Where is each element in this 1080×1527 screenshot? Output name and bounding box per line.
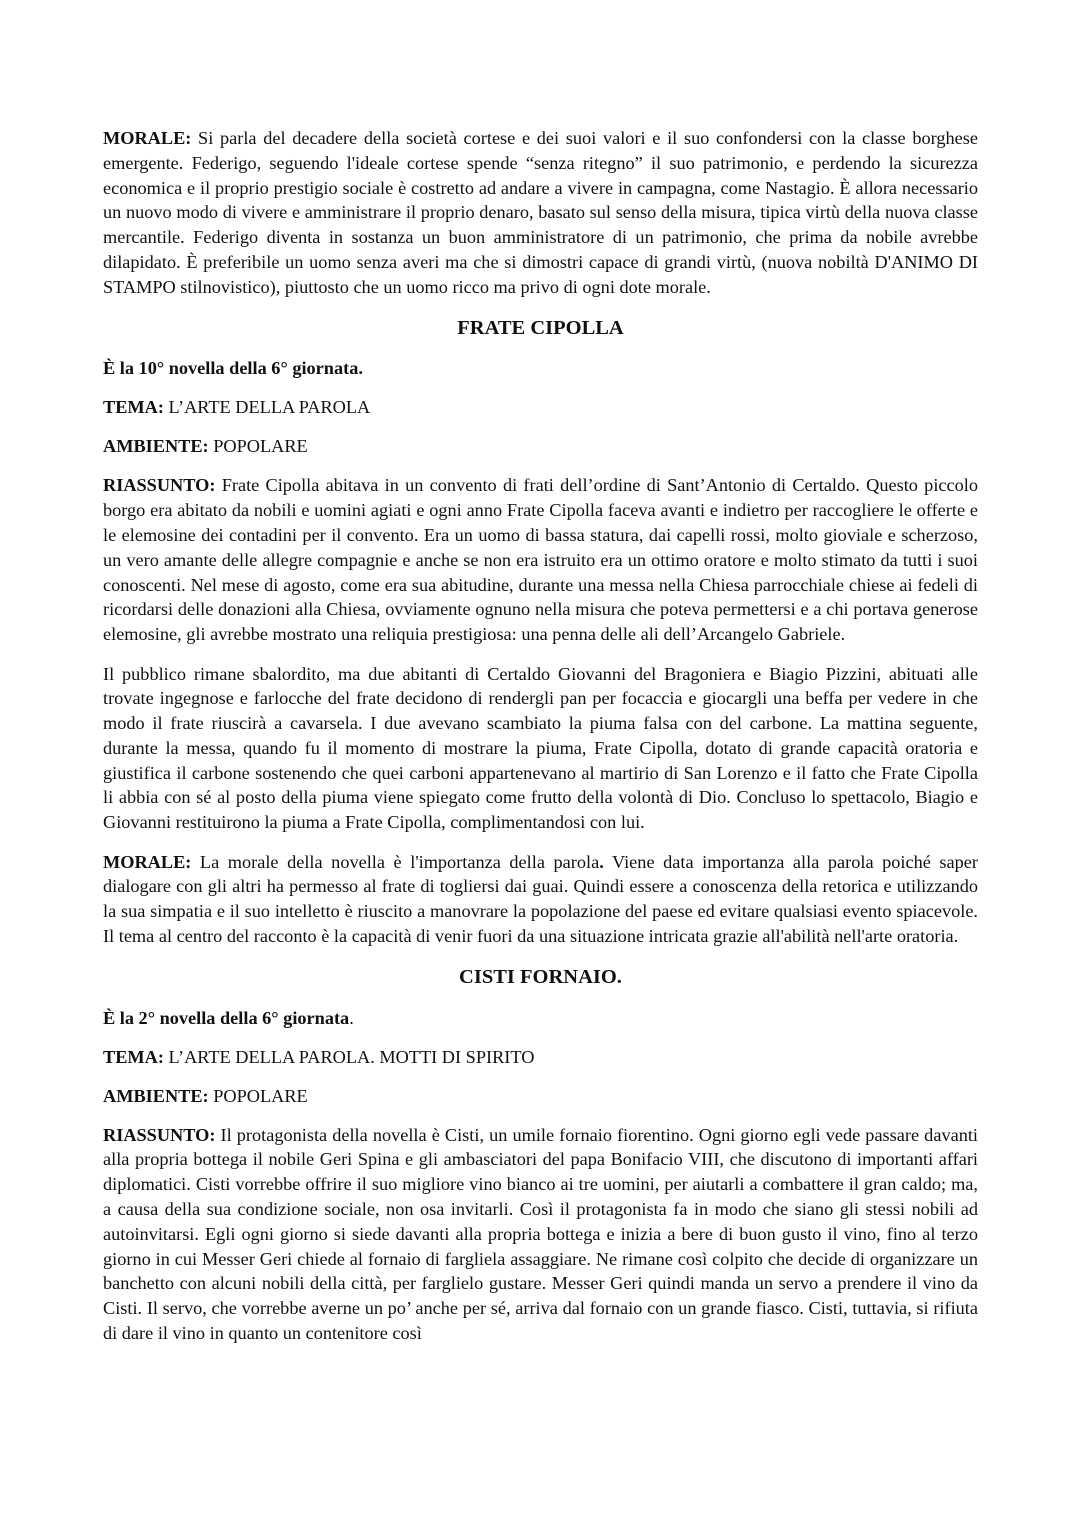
tema-value: L’ARTE DELLA PAROLA	[163, 397, 371, 418]
morale-paragraph-federigo	[103, 126, 978, 300]
document-page	[103, 126, 978, 1346]
tema-frate-cipolla	[103, 395, 978, 420]
riassunto-label: RIASSUNTO:	[103, 475, 216, 496]
tema-value: L’ARTE DELLA PAROLA. MOTTI DI SPIRITO	[163, 1046, 535, 1067]
tema-cisti	[103, 1045, 978, 1070]
tema-label: TEMA:	[103, 397, 164, 418]
riassunto-frate-cipolla-continued: Il pubblico rimane sbalordito, ma due abitanti di Certaldo Giovanni del Bragoniera e Biagio Pizzini, abituati alle trovate ingegnose e farlocche del frate decidono di rendergli pan per focaccia e giocargli una beffa per vedere in che modo il frate riuscirà a cavarsela. I due avevano scambiato la piuma falsa con del carbone. La mattina seguente, durante la messa, quando fu il momento di mostrare la piuma, Frate Cipolla, dotato di grande capacità oratoria e giustifica il carbone sostenendo che quei carboni appartenevano al martirio di San Lorenzo e il fatto che Frate Cipolla li abbia con sé al posto della piuma viene spiegato come frutto della volontà di Dio. Concluso lo spettacolo, Biagio e Giovanni restituirono la piuma a Frate Cipolla, complimentandosi con lui.	[103, 663, 978, 833]
ambiente-value: POPOLARE	[208, 1085, 308, 1106]
ambiente-frate-cipolla	[103, 434, 978, 459]
novella-info-text: È la 10° novella della 6° giornata.	[103, 358, 363, 379]
riassunto-cisti	[103, 1123, 978, 1346]
novella-info-text: È la 2° novella della 6° giornata	[103, 1007, 350, 1028]
novella-info-frate-cipolla	[103, 356, 978, 381]
morale-text: Si parla del decadere della società cortese e dei suoi valori e il suo confondersi con la classe borghese emergente. Federigo, seguendo l'ideale cortese spende “senza ritegno” il suo patrimonio, e perdendo la sicurezza economica e il proprio prestigio sociale è costretto ad andare a vivere in campagna, come Nastagio. È allora necessario un nuovo modo di vivere e amministrare il proprio denaro, basato sul senso della misura, tipica virtù della nuova classe mercantile. Federigo diventa in sostanza un buon amministratore di un patrimonio, che prima da nobile avrebbe dilapidato. È preferibile un uomo senza averi ma che si dimostri capace di grandi virtù, (nuova nobiltà D'ANIMO DI STAMPO stilnovistico), piuttosto che un uomo ricco ma privo di ogni dote morale.	[103, 128, 978, 297]
ambiente-value: POPOLARE	[208, 436, 308, 457]
riassunto-text: Il protagonista della novella è Cisti, un umile fornaio fiorentino. Ogni giorno egli vede passare davanti alla propria bottega il nobile Geri Spina e gli ambasciatori del papa Bonifacio VIII, che discutono di importanti affari diplomatici. Cisti vorrebbe offrire il suo migliore vino bianco ai tre uomini, per aiutarli a combattere il gran caldo; ma, a causa della sua condizione sociale, non osa invitarli. Così il protagonista fa in modo che siano gli stessi nobili ad autoinvitarsi. Egli ogni giorno si siede davanti alla propria bottega e inizia a bere di buon gusto il vino, fino al terzo giorno in cui Messer Geri chiede al fornaio di fargliela assaggiare. Ne rimane così colpito che decide di organizzare un banchetto con alcuni nobili della città, per farglielo gustare. Messer Geri quindi manda un servo a prendere il vino da Cisti. Il servo, che vorrebbe averne un po’ anche per sé, arriva dal fornaio con un grande fiasco. Cisti, tuttavia, si rifiuta di dare il vino in quanto un contenitore così	[103, 1124, 978, 1343]
tema-label: TEMA:	[103, 1046, 164, 1067]
morale-label: MORALE:	[103, 851, 192, 872]
ambiente-label: AMBIENTE:	[103, 436, 209, 457]
section-title-cisti-fornaio: CISTI FORNAIO.	[459, 965, 622, 988]
riassunto-frate-cipolla	[103, 473, 978, 647]
morale-text: La morale della novella è l'importanza della parola	[191, 851, 600, 872]
novella-info-cisti	[103, 1006, 978, 1031]
ambiente-cisti	[103, 1084, 978, 1109]
morale-frate-cipolla	[103, 850, 978, 949]
morale-dot: .	[599, 851, 604, 872]
riassunto-text: Frate Cipolla abitava in un convento di frati dell’ordine di Sant’Antonio di Certaldo. Questo piccolo borgo era abitato da nobili e uomini agiati e ogni anno Frate Cipolla faceva avanti e indietro per raccogliere le offerte e le elemosine dei contadini per il convento. Era un uomo di bassa statura, dai capelli rossi, molto gioviale e scherzoso, un vero amante delle allegre compagnie e anche se non era istruito era un ottimo oratore e molto stimato da tutti i suoi conoscenti. Nel mese di agosto, come era sua abitudine, durante una messa nella Chiesa parrocchiale chiese ai fedeli di ricordarsi delle donazioni alla Chiesa, ovviamente ognuno nella misura che poteva permettersi e a chi portava generose elemosine, gli avrebbe mostrato una reliquia prestigiosa: una penna delle ali dell’Arcangelo Gabriele.	[103, 475, 978, 645]
riassunto-label: RIASSUNTO:	[103, 1124, 216, 1145]
novella-info-end: .	[349, 1007, 354, 1028]
ambiente-label: AMBIENTE:	[103, 1085, 209, 1106]
section-title-frate-cipolla: FRATE CIPOLLA	[457, 316, 624, 339]
morale-text-rest: Viene data importanza alla parola poiché saper dialogare con gli altri ha permesso al frate di togliersi dai guai. Quindi essere a conoscenza della retorica e utilizzando la sua simpatia e il suo intelletto è riuscito a manovrare la popolazione del paese ed evitare qualsiasi evento spiacevole. Il tema al centro del racconto è la capacità di venir fuori da una situazione intricata grazie all'abilità nell'arte oratoria.	[103, 851, 978, 947]
morale-label: MORALE:	[103, 128, 192, 148]
